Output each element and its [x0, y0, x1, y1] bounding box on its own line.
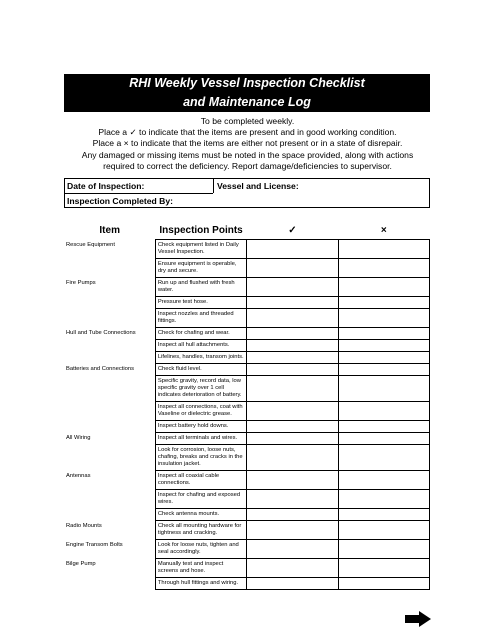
inspection-point-cell: Inspect all connections, coat with Vaseline or dielectric grease. [155, 402, 246, 421]
check-box-cell[interactable] [247, 278, 338, 297]
item-header: Item [99, 225, 120, 237]
inspection-point-cell: Inspect all coaxial cable connections. [155, 471, 246, 490]
check-box-cell[interactable] [247, 364, 338, 376]
table-row [64, 278, 430, 297]
next-page-arrow-icon[interactable] [404, 610, 432, 628]
inspection-point-cell: Manually test and inspect screens and hose. [155, 559, 246, 578]
inspection-point-cell: Ensure equipment is operable, dry and secure. [155, 259, 246, 278]
inspection-point-cell: Check all mounting hardware for tightness and cracking. [155, 521, 246, 540]
check-box-cell[interactable] [247, 297, 338, 309]
title-line-2: and Maintenance Log [183, 95, 311, 109]
inspection-point-cell: Run up and flushed with fresh water. [155, 278, 246, 297]
check-box-cell[interactable] [247, 509, 338, 521]
table-row [64, 352, 430, 364]
completed-by-label: Inspection Completed By: [67, 196, 173, 206]
cross-box-cell[interactable] [338, 445, 429, 471]
table-row [64, 433, 430, 445]
inspection-point-cell: Inspect nozzles and threaded fittings. [155, 309, 246, 328]
item-cell [64, 297, 155, 309]
check-box-cell[interactable] [247, 376, 338, 402]
inspection-point-cell: Inspect all hull attachments. [155, 340, 246, 352]
check-box-cell[interactable] [247, 471, 338, 490]
cross-box-cell[interactable] [338, 328, 429, 340]
check-box-cell[interactable] [247, 309, 338, 328]
table-row [64, 490, 430, 509]
item-cell: Antennas [66, 472, 91, 479]
inspection-info-box [64, 178, 430, 208]
inspection-point-cell: Inspect for chafing and exposed wires. [155, 490, 246, 509]
inspection-point-cell: Check equipment listed in Daily Vessel Inspection. [155, 240, 246, 259]
cross-box-cell[interactable] [338, 578, 429, 590]
cross-box-cell[interactable] [338, 364, 429, 376]
check-box-cell[interactable] [247, 340, 338, 352]
item-cell [64, 259, 155, 278]
cross-box-cell[interactable] [338, 490, 429, 509]
table-row [64, 240, 430, 259]
inspection-point-cell: Pressure test hose. [155, 297, 246, 309]
table-row [64, 297, 430, 309]
item-cell: Radio Mounts [66, 522, 102, 529]
check-box-cell[interactable] [247, 490, 338, 509]
inspection-point-cell: Through hull fittings and wiring. [155, 578, 246, 590]
item-cell [64, 578, 155, 590]
inspection-point-cell: Check fluid level. [155, 364, 246, 376]
table-header-row [64, 222, 430, 240]
instruction-line: required to correct the deficiency. Report damage/deficiencies to supervisor. [103, 160, 392, 171]
table-row [64, 328, 430, 340]
table-row [64, 340, 430, 352]
table-row [64, 402, 430, 421]
item-cell [64, 340, 155, 352]
inspection-point-cell: Specific gravity, record data, low specific gravity over 1 cell indicates deterioration of battery. [155, 376, 246, 402]
table-row [64, 559, 430, 578]
cross-box-cell[interactable] [338, 259, 429, 278]
item-cell [64, 490, 155, 509]
cross-header: × [380, 225, 387, 236]
table-row [64, 309, 430, 328]
cross-box-cell[interactable] [338, 471, 429, 490]
table-row [64, 376, 430, 402]
item-cell: Engine Transom Bolts [66, 541, 123, 548]
cross-box-cell[interactable] [338, 278, 429, 297]
instruction-line: To be completed weekly. [200, 116, 295, 126]
item-cell: Hull and Tube Connections [66, 329, 136, 336]
table-row [64, 364, 430, 376]
inspection-point-cell: Lifelines, handles, transom joints. [155, 352, 246, 364]
instructions [40, 116, 455, 172]
cross-box-cell[interactable] [338, 376, 429, 402]
cross-box-cell[interactable] [338, 352, 429, 364]
inspection-point-cell: Inspect all terminals and wires. [155, 433, 246, 445]
item-cell: Bilge Pump [66, 560, 96, 567]
table-row [64, 578, 430, 590]
inspection-point-cell: Look for loose nuts, tighten and seal accordingly. [155, 540, 246, 559]
instruction-line: Place a × to indicate that the items are either not present or in a state of disrepair. [92, 138, 403, 149]
cross-box-cell[interactable] [338, 297, 429, 309]
item-cell [64, 421, 155, 433]
item-cell [64, 376, 155, 402]
check-box-cell[interactable] [247, 240, 338, 259]
divider [213, 179, 214, 193]
table-row [64, 421, 430, 433]
table-row [64, 259, 430, 278]
inspection-point-cell: Check for chafing and wear. [155, 328, 246, 340]
check-box-cell[interactable] [247, 352, 338, 364]
checklist-table [64, 222, 430, 590]
table-row [64, 540, 430, 559]
check-box-cell[interactable] [247, 421, 338, 433]
item-cell [64, 352, 155, 364]
divider [65, 193, 213, 194]
check-box-cell[interactable] [247, 259, 338, 278]
check-box-cell[interactable] [247, 540, 338, 559]
check-box-cell[interactable] [247, 578, 338, 590]
inspection-points-header: Inspection Points [159, 225, 243, 236]
table-row [64, 471, 430, 490]
table-row [64, 445, 430, 471]
check-box-cell[interactable] [247, 521, 338, 540]
item-cell [64, 445, 155, 471]
item-cell: All Wiring [66, 434, 91, 441]
title-line-1: RHI Weekly Vessel Inspection Checklist [129, 76, 365, 90]
item-cell: Rescue Equipment [66, 241, 115, 248]
cross-box-cell[interactable] [338, 521, 429, 540]
check-box-cell[interactable] [247, 445, 338, 471]
inspection-point-cell: Check antenna mounts. [155, 509, 246, 521]
cross-box-cell[interactable] [338, 240, 429, 259]
cross-box-cell[interactable] [338, 540, 429, 559]
document-title [64, 74, 430, 112]
date-of-inspection-label: Date of Inspection: [67, 181, 145, 191]
cross-box-cell[interactable] [338, 509, 429, 521]
cross-box-cell[interactable] [338, 559, 429, 578]
check-box-cell[interactable] [247, 559, 338, 578]
item-cell [64, 309, 155, 328]
vessel-and-license-label: Vessel and License: [217, 181, 299, 191]
table-row [64, 521, 430, 540]
instruction-line: Any damaged or missing items must be noted in the space provided, along with actions [81, 149, 414, 160]
item-cell [64, 402, 155, 421]
item-cell: Fire Pumps [66, 279, 96, 286]
cross-box-cell[interactable] [338, 421, 429, 433]
inspection-point-cell: Inspect battery hold downs. [155, 421, 246, 433]
check-box-cell[interactable] [247, 433, 338, 445]
item-cell [64, 509, 155, 521]
item-cell: Batteries and Connections [66, 365, 134, 372]
cross-box-cell[interactable] [338, 402, 429, 421]
inspection-point-cell: Look for corrosion, loose nuts, chafing, breaks and cracks in the insulation jacket. [155, 445, 246, 471]
table-row [64, 509, 430, 521]
cross-box-cell[interactable] [338, 433, 429, 445]
check-header: ✓ [288, 225, 297, 236]
check-box-cell[interactable] [247, 402, 338, 421]
check-box-cell[interactable] [247, 328, 338, 340]
cross-box-cell[interactable] [338, 340, 429, 352]
instruction-line: Place a ✓ to indicate that the items are present and in good working condition. [98, 127, 397, 138]
cross-box-cell[interactable] [338, 309, 429, 328]
